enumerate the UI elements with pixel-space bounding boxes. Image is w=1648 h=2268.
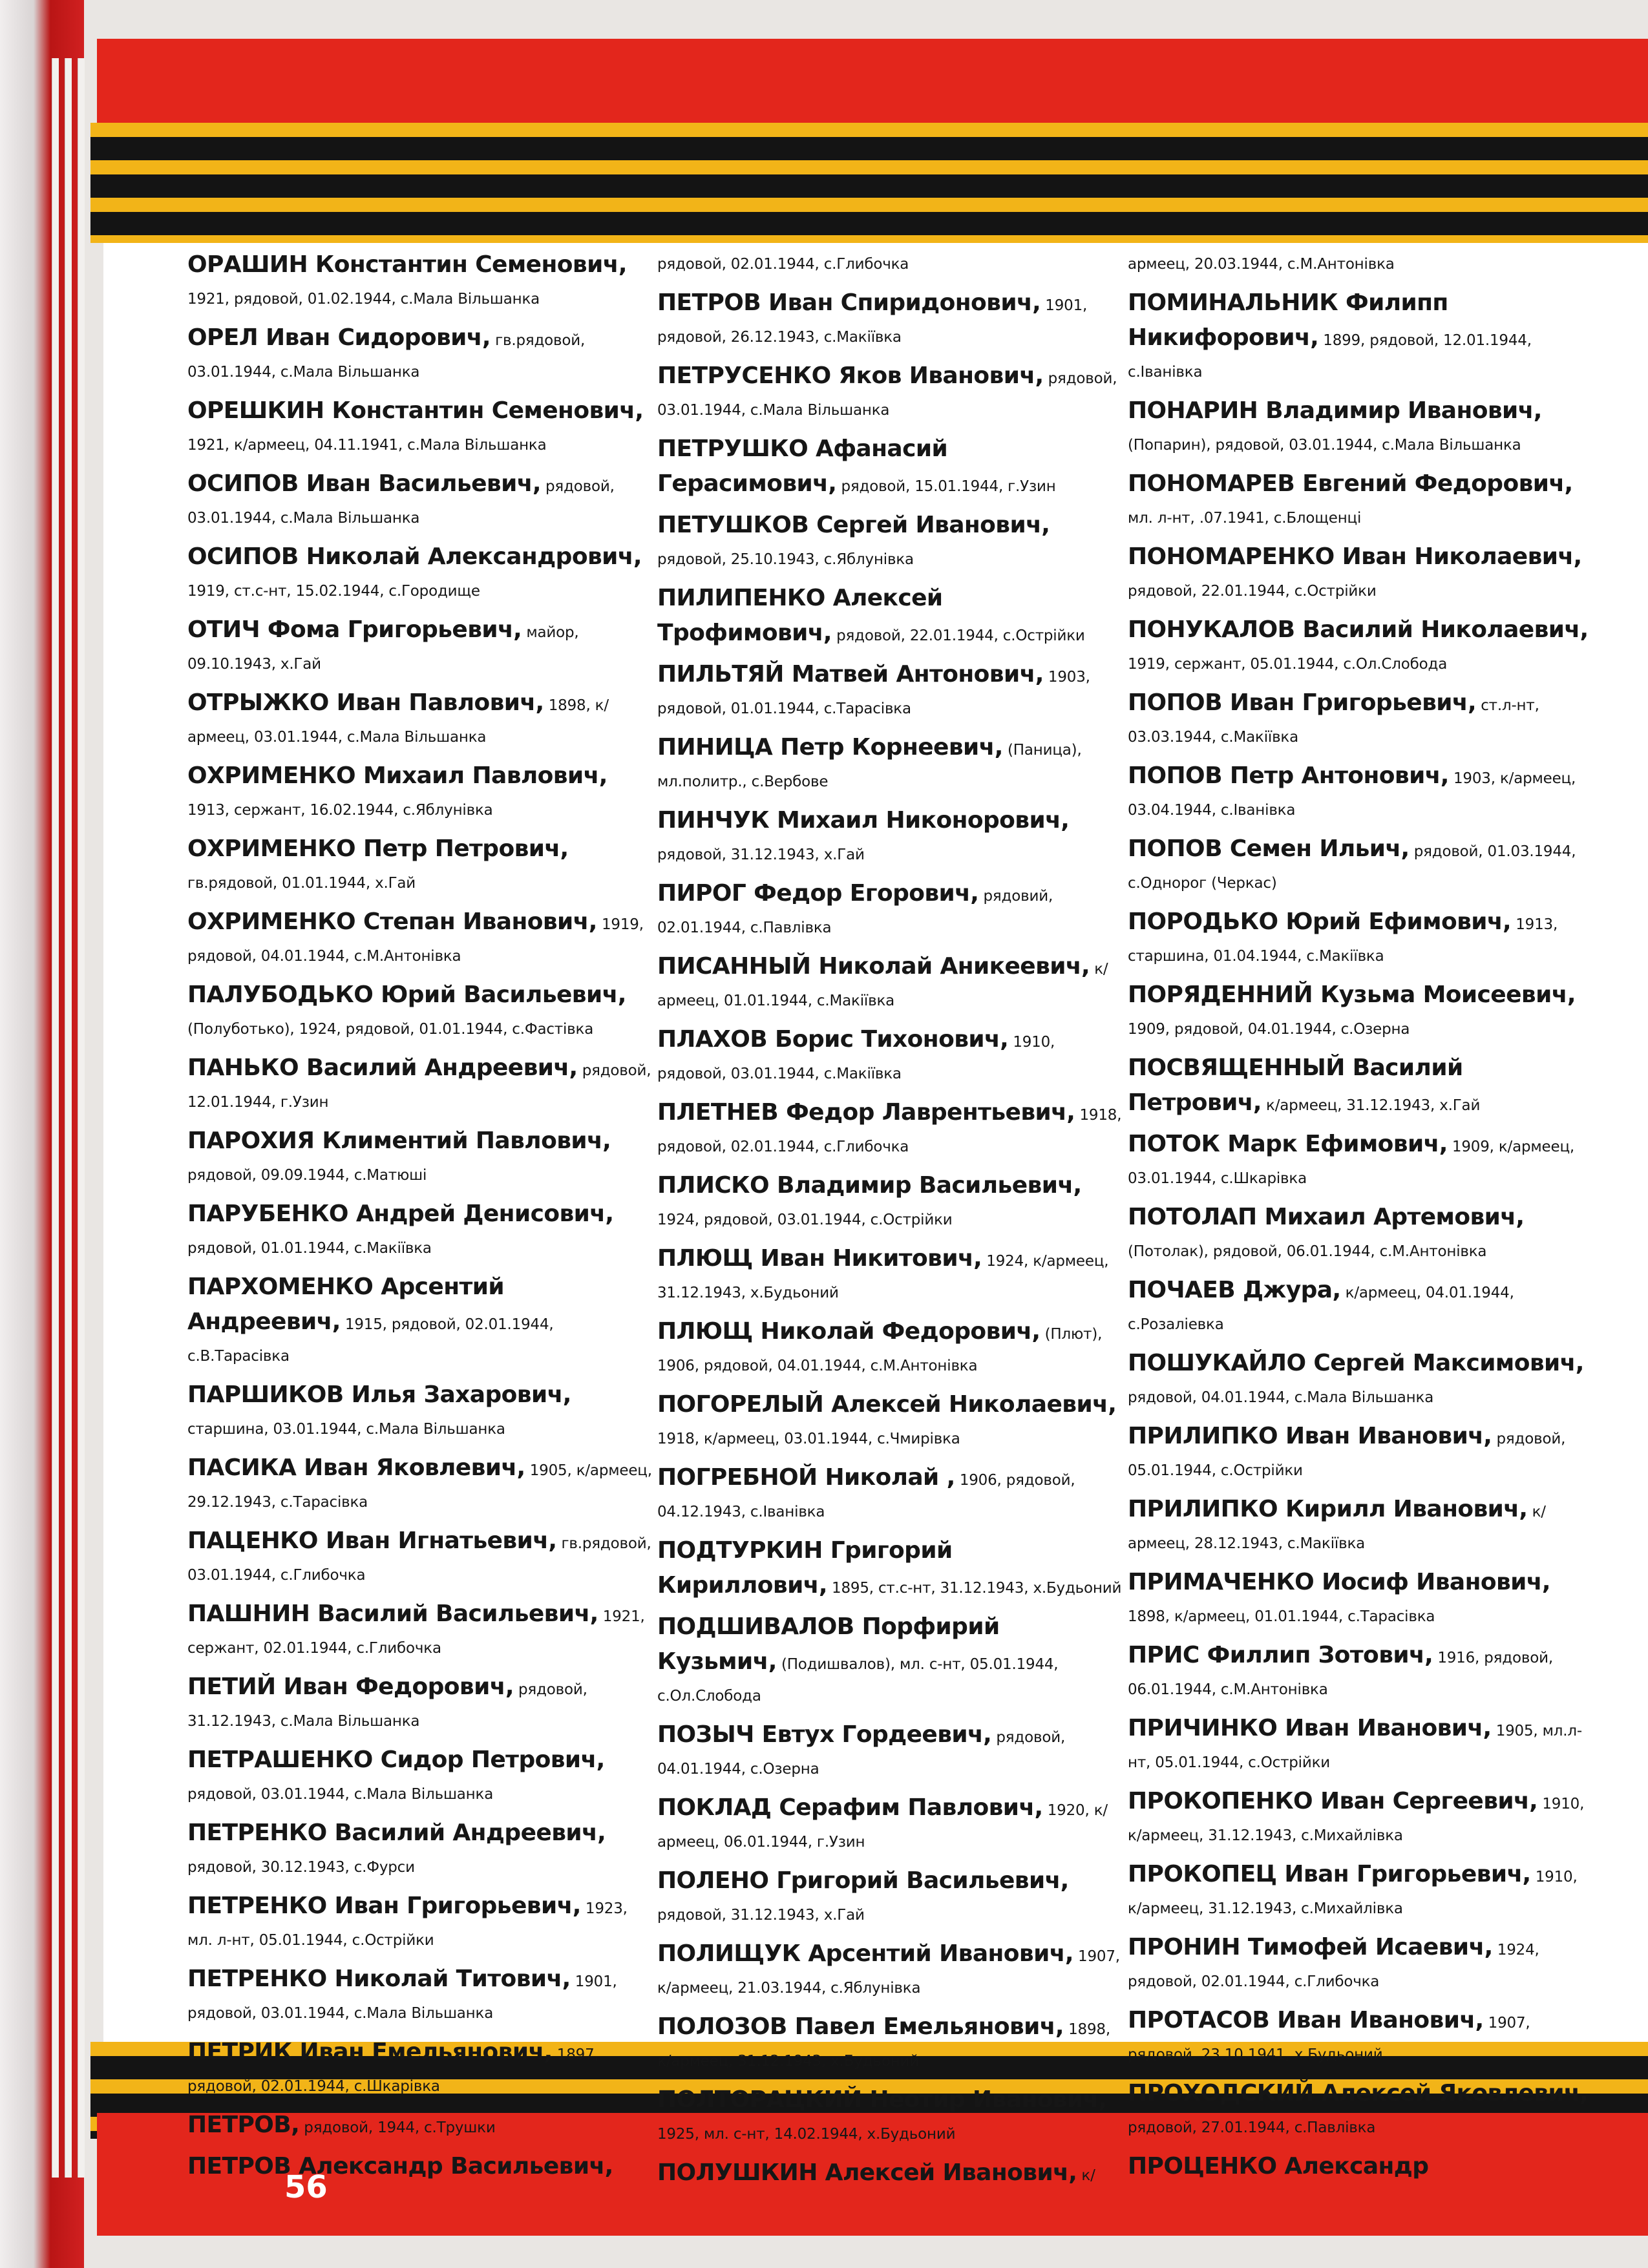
memorial-entry [187, 1379, 653, 1445]
entry-details: рядовой, 12.01.1944, г.Узин [187, 1062, 651, 1111]
memorial-entry [657, 1243, 1123, 1309]
entry-name: ПРОНИН Тимофей Исаевич, [1128, 1934, 1493, 1960]
memorial-entry [657, 1024, 1123, 1090]
entry-name: ПАНЬКО Василий Андреевич, [187, 1055, 578, 1081]
entry-name: ПЕТРАШЕНКО Сидор Петрович, [187, 1747, 605, 1773]
memorial-entry [1128, 541, 1593, 607]
entry-name: ПРИЛИПКО Иван Иванович, [1128, 1423, 1492, 1449]
memorial-entry [1128, 614, 1593, 680]
entry-details: 1905, мл.л-нт, 05.01.1944, с.Острійки [1128, 1723, 1583, 1771]
entry-details: 1913, старшина, 01.04.1944, с.Макіївка [1128, 916, 1558, 965]
memorial-entry [187, 1525, 653, 1591]
entry-details: рядовой, 04.01.1944, с.Мала Вільшанка [1128, 1389, 1434, 1406]
entry-name: ПРОХОДСКИЙ Алексей Яковлевич, [1128, 2080, 1589, 2106]
memorial-entry [187, 1271, 653, 1372]
entry-details: рядовой, 03.01.1944, с.Мала Вільшанка [187, 478, 615, 527]
memorial-entry [1128, 906, 1593, 972]
entry-details: рядовой, 15.01.1944, г.Узин [836, 478, 1056, 495]
memorial-entry [187, 1817, 653, 1884]
entry-details: 1916, рядовой, 06.01.1944, с.М.Антонівка [1128, 1650, 1553, 1698]
entry-details: 1915, рядовой, 02.01.1944, с.В.Тарасівка [187, 1316, 554, 1365]
entry-name: ПОЗЫЧ Евтух Гордеевич, [657, 1721, 992, 1748]
entry-name: ПЕТРЕНКО Иван Григорьевич, [187, 1893, 581, 1919]
entry-details: (Полуботько), 1924, рядовой, 01.01.1944, с.Фастівка [187, 1021, 594, 1038]
memorial-entry [1128, 1639, 1593, 1706]
memorial-entry [187, 468, 653, 534]
entry-name: ПОНОМАРЕНКО Иван Николаевич, [1128, 543, 1582, 570]
memorial-entry [657, 360, 1123, 426]
entry-details: ст.л-нт, 03.03.1944, с.Макіївка [1128, 697, 1539, 746]
memorial-entry [657, 249, 1123, 280]
entry-name: ОХРИМЕНКО Степан Иванович, [187, 908, 597, 935]
st-george-ribbon-top [90, 123, 1648, 243]
entry-name: ПИЛИПЕНКО Алексей Трофимович, [657, 585, 943, 646]
entry-name: ПАШНИН Василий Васильевич, [187, 1601, 598, 1627]
memorial-entry [1128, 249, 1593, 280]
entry-details: 1924, рядовой, 03.01.1944, с.Острійки [657, 1212, 953, 1228]
memorial-entry [187, 687, 653, 753]
memorial-entry [657, 287, 1123, 353]
entry-name: ПОГРЕБНОЙ Николай , [657, 1464, 955, 1491]
entry-name: ПЕТИЙ Иван Федорович, [187, 1674, 514, 1700]
memorial-entry [187, 1125, 653, 1192]
entry-name: ПАЦЕНКО Иван Игнатьевич, [187, 1528, 557, 1554]
entry-name: ПОМИНАЛЬНИК Филипп Никифорович, [1128, 289, 1448, 351]
entry-details: 1918, рядовой, 02.01.1944, с.Глибочка [657, 1107, 1122, 1155]
entry-name: ОСИПОВ Иван Васильевич, [187, 470, 541, 497]
entry-details: рядовой, 27.01.1944, с.Павлівка [1128, 2119, 1376, 2136]
memorial-entry [187, 760, 653, 826]
entry-name: ПОРЯДЕННИЙ Кузьма Моисеевич, [1128, 982, 1576, 1008]
entry-name: ОСИПОВ Николай Александрович, [187, 543, 642, 570]
entry-details: рядовой, 03.01.1944, с.Мала Вільшанка [657, 370, 1117, 419]
entry-details: рядовой, 01.01.1944, с.Макіївка [187, 1240, 432, 1257]
column-3 [1128, 249, 1593, 2192]
entry-details: 1907, к/армеец, 21.03.1944, с.Яблунівка [657, 1948, 1120, 1997]
entry-name: ОТИЧ Фома Григорьевич, [187, 616, 522, 643]
memorial-entry [187, 614, 653, 680]
entry-name: ОРЕЛ Иван Сидорович, [187, 324, 491, 351]
entry-name: ПРИМАЧЕНКО Иосиф Иванович, [1128, 1569, 1550, 1595]
entry-name: ПЕТРОВ, [187, 2112, 300, 2138]
entry-details: 1905, к/армеец, 29.12.1943, с.Тарасівка [187, 1462, 652, 1511]
memorial-entry [657, 2157, 1123, 2192]
entry-name: ОРЕШКИН Константин Семенович, [187, 397, 644, 424]
entry-details: рядовой, 31.12.1943, с.Мала Вільшанка [187, 1681, 587, 1730]
memorial-entry [187, 2109, 653, 2144]
entry-name: ПОЛТОРАЦКИЙ Неотир Иванович, [657, 2086, 1107, 2113]
entry-details: 1918, к/армеец, 03.01.1944, с.Чмирівка [657, 1431, 960, 1447]
page-edge [65, 58, 72, 2178]
entry-name: ПЕТРОВ Александр Васильевич, [187, 2153, 613, 2179]
memorial-entry [187, 322, 653, 388]
entry-name: ПРОЦЕНКО Александр [1128, 2153, 1429, 2179]
entry-details: 1906, рядовой, 04.12.1943, с.Іванівка [657, 1472, 1075, 1520]
entry-details: 1897, рядовой, 02.01.1944, с.Шкарівка [187, 2046, 599, 2095]
entry-details: рядовой, 22.01.1944, с.Острійки [831, 627, 1085, 644]
entry-details: 1919, ст.с-нт, 15.02.1944, с.Городище [187, 583, 480, 600]
memorial-entry [187, 395, 653, 461]
entry-details: 1924, к/армеец, 31.12.1943, х.Будьоний [657, 1253, 1109, 1301]
entry-name: ПОДШИВАЛОВ Порфирий Кузьмич, [657, 1613, 1000, 1675]
entry-details: (Потолак), рядовой, 06.01.1944, с.М.Антонівка [1128, 1243, 1487, 1260]
memorial-entry [657, 1097, 1123, 1163]
memorial-entry [657, 1170, 1123, 1236]
entry-details: мл. л-нт, .07.1941, с.Блощенці [1128, 510, 1362, 527]
entry-details: рядовой, 03.01.1944, с.Мала Вільшанка [187, 1786, 494, 1803]
memorial-entry [1128, 979, 1593, 1045]
entry-details: 1898, к/армеец, 31.12.1943, х.Будьоний [657, 2021, 1110, 2070]
memorial-entry [657, 1316, 1123, 1382]
entry-name: ПЕТРИК Иван Емельянович, [187, 2039, 553, 2065]
entry-details: старшина, 03.01.1944, с.Мала Вільшанка [187, 1421, 505, 1438]
entry-name: ПОСВЯЩЕННЫЙ Василий Петрович, [1128, 1055, 1463, 1116]
entry-name: ПОЛЕНО Григорий Васильевич, [657, 1867, 1069, 1894]
entry-details: 1913, сержант, 16.02.1944, с.Яблунівка [187, 802, 493, 819]
memorial-entry [1128, 2004, 1593, 2071]
entry-details: 1907, рядовой, 23.10.1941, х.Будьоний [1128, 2015, 1530, 2063]
entry-name: ПАРУБЕНКО Андрей Денисович, [187, 1201, 614, 1227]
memorial-entry [657, 1938, 1123, 2004]
page-number: 56 [284, 2169, 328, 2205]
entry-name: ПАЛУБОДЬКО Юрий Васильевич, [187, 982, 626, 1008]
entry-details: 1898, к/армеец, 01.01.1944, с.Тарасівка [1128, 1608, 1435, 1625]
entry-details: рядовой, 02.01.1944, с.Глибочка [657, 256, 909, 273]
memorial-entry [657, 1389, 1123, 1455]
memorial-entry [657, 950, 1123, 1017]
memorial-entry [1128, 1566, 1593, 1633]
column-2 [657, 249, 1123, 2198]
memorial-entry [1128, 1420, 1593, 1487]
memorial-entry [187, 1890, 653, 1957]
entry-name: ПОРОДЬКО Юрий Ефимович, [1128, 908, 1512, 935]
entry-name: ПОЛУШКИН Алексей Иванович, [657, 2159, 1077, 2186]
entry-name: ПЛЮЩ Иван Никитович, [657, 1245, 982, 1272]
entry-details: рядовой, 04.01.1944, с.Озерна [657, 1729, 1066, 1778]
memorial-entry [657, 731, 1123, 798]
entry-details: 1899, рядовой, 12.01.1944, с.Іванівка [1128, 332, 1532, 381]
page-edge [78, 58, 85, 2178]
entry-name: ПОНУКАЛОВ Василий Николаевич, [1128, 616, 1589, 643]
entry-details: гв.рядовой, 03.01.1944, с.Глибочка [187, 1535, 651, 1584]
entry-name: ПОТОК Марк Ефимович, [1128, 1131, 1448, 1157]
entry-name: ОТРЫЖКО Иван Павлович, [187, 689, 544, 716]
memorial-entry [1128, 2077, 1593, 2144]
entry-name: ПИЛЬТЯЙ Матвей Антонович, [657, 661, 1044, 688]
entry-name: ОХРИМЕНКО Михаил Павлович, [187, 762, 607, 789]
memorial-entry [187, 249, 653, 315]
memorial-entry [1128, 1493, 1593, 1560]
entry-details: майор, 09.10.1943, х.Гай [187, 624, 579, 673]
memorial-entry [1128, 1712, 1593, 1779]
entry-details: гв.рядовой, 03.01.1944, с.Мала Вільшанка [187, 332, 586, 381]
memorial-entry [1128, 687, 1593, 753]
entry-name: ПРОТАСОВ Иван Иванович, [1128, 2007, 1484, 2033]
entry-name: ПРИЛИПКО Кирилл Иванович, [1128, 1496, 1528, 1522]
entry-name: ПРОКОПЕНКО Иван Сергеевич, [1128, 1788, 1538, 1814]
entry-name: ПОДТУРКИН Григорий Кириллович, [657, 1537, 953, 1599]
entry-details: 1901, рядовой, 03.01.1944, с.Мала Вільшанка [187, 1973, 617, 2022]
entry-name: ОРАШИН Константин Семенович, [187, 251, 627, 278]
entry-name: ПЕТРЕНКО Василий Андреевич, [187, 1820, 606, 1846]
entry-name: ПРИЧИНКО Иван Иванович, [1128, 1715, 1492, 1741]
memorial-entry [657, 1792, 1123, 1858]
entry-name: ПЕТУШКОВ Сергей Иванович, [657, 512, 1050, 538]
memorial-entry [187, 2150, 653, 2185]
memorial-entry [1128, 1274, 1593, 1341]
entry-details: 1910, к/армеец, 31.12.1943, с.Михайлівка [1128, 1796, 1585, 1844]
entry-details: к/армеец, 28.12.1943, с.Макіївка [1128, 1504, 1546, 1552]
entry-details: 1909, к/армеец, 03.01.1944, с.Шкарівка [1128, 1139, 1575, 1187]
page-edge [52, 58, 59, 2178]
memorial-entry [657, 877, 1123, 944]
entry-details: 1920, к/армеец, 06.01.1944, г.Узин [657, 1802, 1108, 1851]
entry-name: ПОПОВ Иван Григорьевич, [1128, 689, 1477, 716]
entry-details: рядовой, 09.09.1944, с.Матюші [187, 1167, 427, 1184]
memorial-entry [657, 2011, 1123, 2077]
entry-name: ПОЛИЩУК Арсентий Иванович, [657, 1940, 1073, 1967]
memorial-entry [1128, 287, 1593, 388]
entry-details: к/армеец, 04.01.1944, с.Розаліевка [1128, 1285, 1514, 1333]
memorial-entry [1128, 1201, 1593, 1268]
memorial-entry [1128, 468, 1593, 534]
entry-name: ПЛИСКО Владимир Васильевич, [657, 1172, 1082, 1199]
memorial-entry [657, 804, 1123, 871]
entry-name: ПЕТРУШКО Афанасий Герасимович, [657, 436, 948, 497]
memorial-entry [1128, 1931, 1593, 1998]
memorial-entry [187, 1671, 653, 1738]
entry-name: ПЛЕТНЕВ Федор Лаврентьевич, [657, 1099, 1075, 1126]
entry-name: ПОНАРИН Владимир Иванович, [1128, 397, 1542, 424]
memorial-entry [187, 1452, 653, 1518]
memorial-entry [1128, 395, 1593, 461]
memorial-entry [1128, 1785, 1593, 1852]
entry-details: рядовой, 22.01.1944, с.Острійки [1128, 583, 1377, 600]
memorial-entry [187, 1598, 653, 1664]
entry-name: ПИРОГ Федор Егорович, [657, 880, 979, 907]
column-1 [187, 249, 653, 2192]
entry-name: ОХРИМЕНКО Петр Петрович, [187, 835, 569, 862]
entry-name: ПИНЧУК Михаил Никонорович, [657, 807, 1070, 834]
entry-name: ПОТОЛАП Михаил Артемович, [1128, 1204, 1525, 1230]
entry-details: 1921, сержант, 02.01.1944, с.Глибочка [187, 1608, 645, 1657]
entry-details: к/ [1077, 2167, 1095, 2184]
entry-details: 1910, к/армеец, 31.12.1943, с.Михайлівка [1128, 1869, 1578, 1917]
memorial-entry [657, 1719, 1123, 1785]
entry-details: 1921, рядовой, 01.02.1944, с.Мала Вільшанка [187, 291, 540, 308]
entry-details: 1909, рядовой, 04.01.1944, с.Озерна [1128, 1021, 1410, 1038]
entry-details: 1919, рядовой, 04.01.1944, с.М.Антонівка [187, 916, 644, 965]
entry-details: рядовой, 31.12.1943, х.Гай [657, 846, 865, 863]
memorial-entry [187, 979, 653, 1045]
entry-name: ПИСАННЫЙ Николай Аникеевич, [657, 953, 1090, 980]
memorial-entry [1128, 1052, 1593, 1122]
memorial-entry [1128, 1858, 1593, 1925]
entry-name: ПЛЮЩ Николай Федорович, [657, 1318, 1041, 1345]
entry-name: ПАРОХИЯ Климентий Павлович, [187, 1128, 611, 1154]
memorial-entry [187, 833, 653, 899]
entry-details: 1923, мл. л-нт, 05.01.1944, с.Острійки [187, 1900, 628, 1949]
entry-details: (Плют), 1906, рядовой, 04.01.1944, с.М.Антонівка [657, 1326, 1103, 1374]
memorial-entry [657, 1535, 1123, 1604]
entry-details: рядовой, 1944, с.Трушки [299, 2119, 496, 2136]
entry-name: ПОЛОЗОВ Павел Емельянович, [657, 2013, 1064, 2040]
entry-details: рядовой, 30.12.1943, с.Фурси [187, 1859, 415, 1876]
memorial-entry [1128, 2150, 1593, 2185]
entry-details: рядовой, 25.10.1943, с.Яблунівка [657, 551, 914, 568]
entry-details: 1910, рядовой, 03.01.1944, с.Макіївка [657, 1034, 1055, 1082]
memorial-entry [1128, 760, 1593, 826]
entry-name: ПЕТРОВ Иван Спиридонович, [657, 289, 1041, 316]
memorial-entry [187, 2036, 653, 2103]
memorial-entry [187, 1744, 653, 1811]
entry-name: ПРОКОПЕЦ Иван Григорьевич, [1128, 1861, 1531, 1887]
entry-details: 1924, рядовой, 02.01.1944, с.Глибочка [1128, 1942, 1539, 1990]
memorial-entry [187, 1052, 653, 1118]
entry-details: 1925, мл. с-нт, 14.02.1944, х.Будьоний [657, 2126, 956, 2143]
entry-name: ПОЧАЕВ Джура, [1128, 1277, 1341, 1303]
entry-details: рядовий, 02.01.1944, с.Павлівка [657, 888, 1053, 936]
entry-details: гв.рядовой, 01.01.1944, х.Гай [187, 875, 416, 892]
entry-details: 1921, к/армеец, 04.11.1941, с.Мала Вільшанка [187, 437, 547, 454]
memorial-entry [657, 658, 1123, 725]
entry-details: 1903, к/армеец, 03.04.1944, с.Іванівка [1128, 770, 1576, 819]
memorial-entry [657, 433, 1123, 503]
entry-name: ПОШУКАЙЛО Сергей Максимович, [1128, 1350, 1584, 1376]
memorial-entry [657, 509, 1123, 576]
memorial-entry [1128, 1347, 1593, 1414]
red-header-band [97, 39, 1648, 123]
entry-name: ПИНИЦА Петр Корнеевич, [657, 734, 1003, 761]
memorial-entry [187, 1963, 653, 2030]
memorial-entry [187, 1198, 653, 1265]
memorial-entry [1128, 1128, 1593, 1195]
entry-name: ПРИС Филлип Зотович, [1128, 1642, 1433, 1668]
entry-name: ПАРШИКОВ Илья Захарович, [187, 1381, 571, 1408]
entry-name: ПЕТРУСЕНКО Яков Иванович, [657, 362, 1044, 389]
memorial-entry [657, 582, 1123, 652]
entry-name: ПОНОМАРЕВ Евгений Федорович, [1128, 470, 1573, 497]
entry-details: 1901, рядовой, 26.12.1943, с.Макіївка [657, 297, 1088, 346]
memorial-entry [187, 541, 653, 607]
entry-name: ПОПОВ Петр Антонович, [1128, 762, 1449, 789]
entry-details: (Паница), мл.политр., с.Вербове [657, 742, 1082, 790]
entry-details: 1895, ст.с-нт, 31.12.1943, х.Будьоний [827, 1580, 1122, 1597]
memorial-entry [657, 1865, 1123, 1931]
entry-name: ПЕТРЕНКО Николай Титович, [187, 1966, 571, 1992]
memorial-entry [187, 906, 653, 972]
entry-name: ПАСИКА Иван Яковлевич, [187, 1454, 525, 1481]
entry-details: к/армеец, 31.12.1943, х.Гай [1261, 1097, 1481, 1114]
entry-details: (Попарин), рядовой, 03.01.1944, с.Мала Вільшанка [1128, 437, 1521, 454]
entry-name: ПОГОРЕЛЫЙ Алексей Николаевич, [657, 1391, 1117, 1418]
memorial-entry [657, 2084, 1123, 2150]
entry-details: рядовой, 31.12.1943, х.Гай [657, 1907, 865, 1924]
entry-details: рядовой, 01.03.1944, с.Однорог (Черкас) [1128, 843, 1576, 892]
entry-details: армеец, 20.03.1944, с.М.Антонівка [1128, 256, 1395, 273]
entry-details: 1903, рядовой, 01.01.1944, с.Тарасівка [657, 669, 1090, 717]
entry-name: ПЛАХОВ Борис Тихонович, [657, 1026, 1009, 1053]
entry-details: рядовой, 05.01.1944, с.Острійки [1128, 1431, 1566, 1479]
entry-name: ПОПОВ Семен Ильич, [1128, 835, 1410, 862]
memorial-entry [1128, 833, 1593, 899]
entry-details: к/армеец, 01.01.1944, с.Макіївка [657, 961, 1108, 1009]
entry-name: ПОКЛАД Серафим Павлович, [657, 1794, 1043, 1821]
memorial-entry [657, 1611, 1123, 1712]
entry-name: ПАРХОМЕНКО Арсентий Андреевич, [187, 1274, 505, 1335]
entry-details: (Подишвалов), мл. с-нт, 05.01.1944, с.Ол.Слобода [657, 1656, 1059, 1705]
entry-details: 1919, сержант, 05.01.1944, с.Ол.Слобода [1128, 656, 1448, 673]
memorial-entry [657, 1462, 1123, 1528]
entry-details: 1898, к/армеец, 03.01.1944, с.Мала Вільшанка [187, 697, 609, 746]
